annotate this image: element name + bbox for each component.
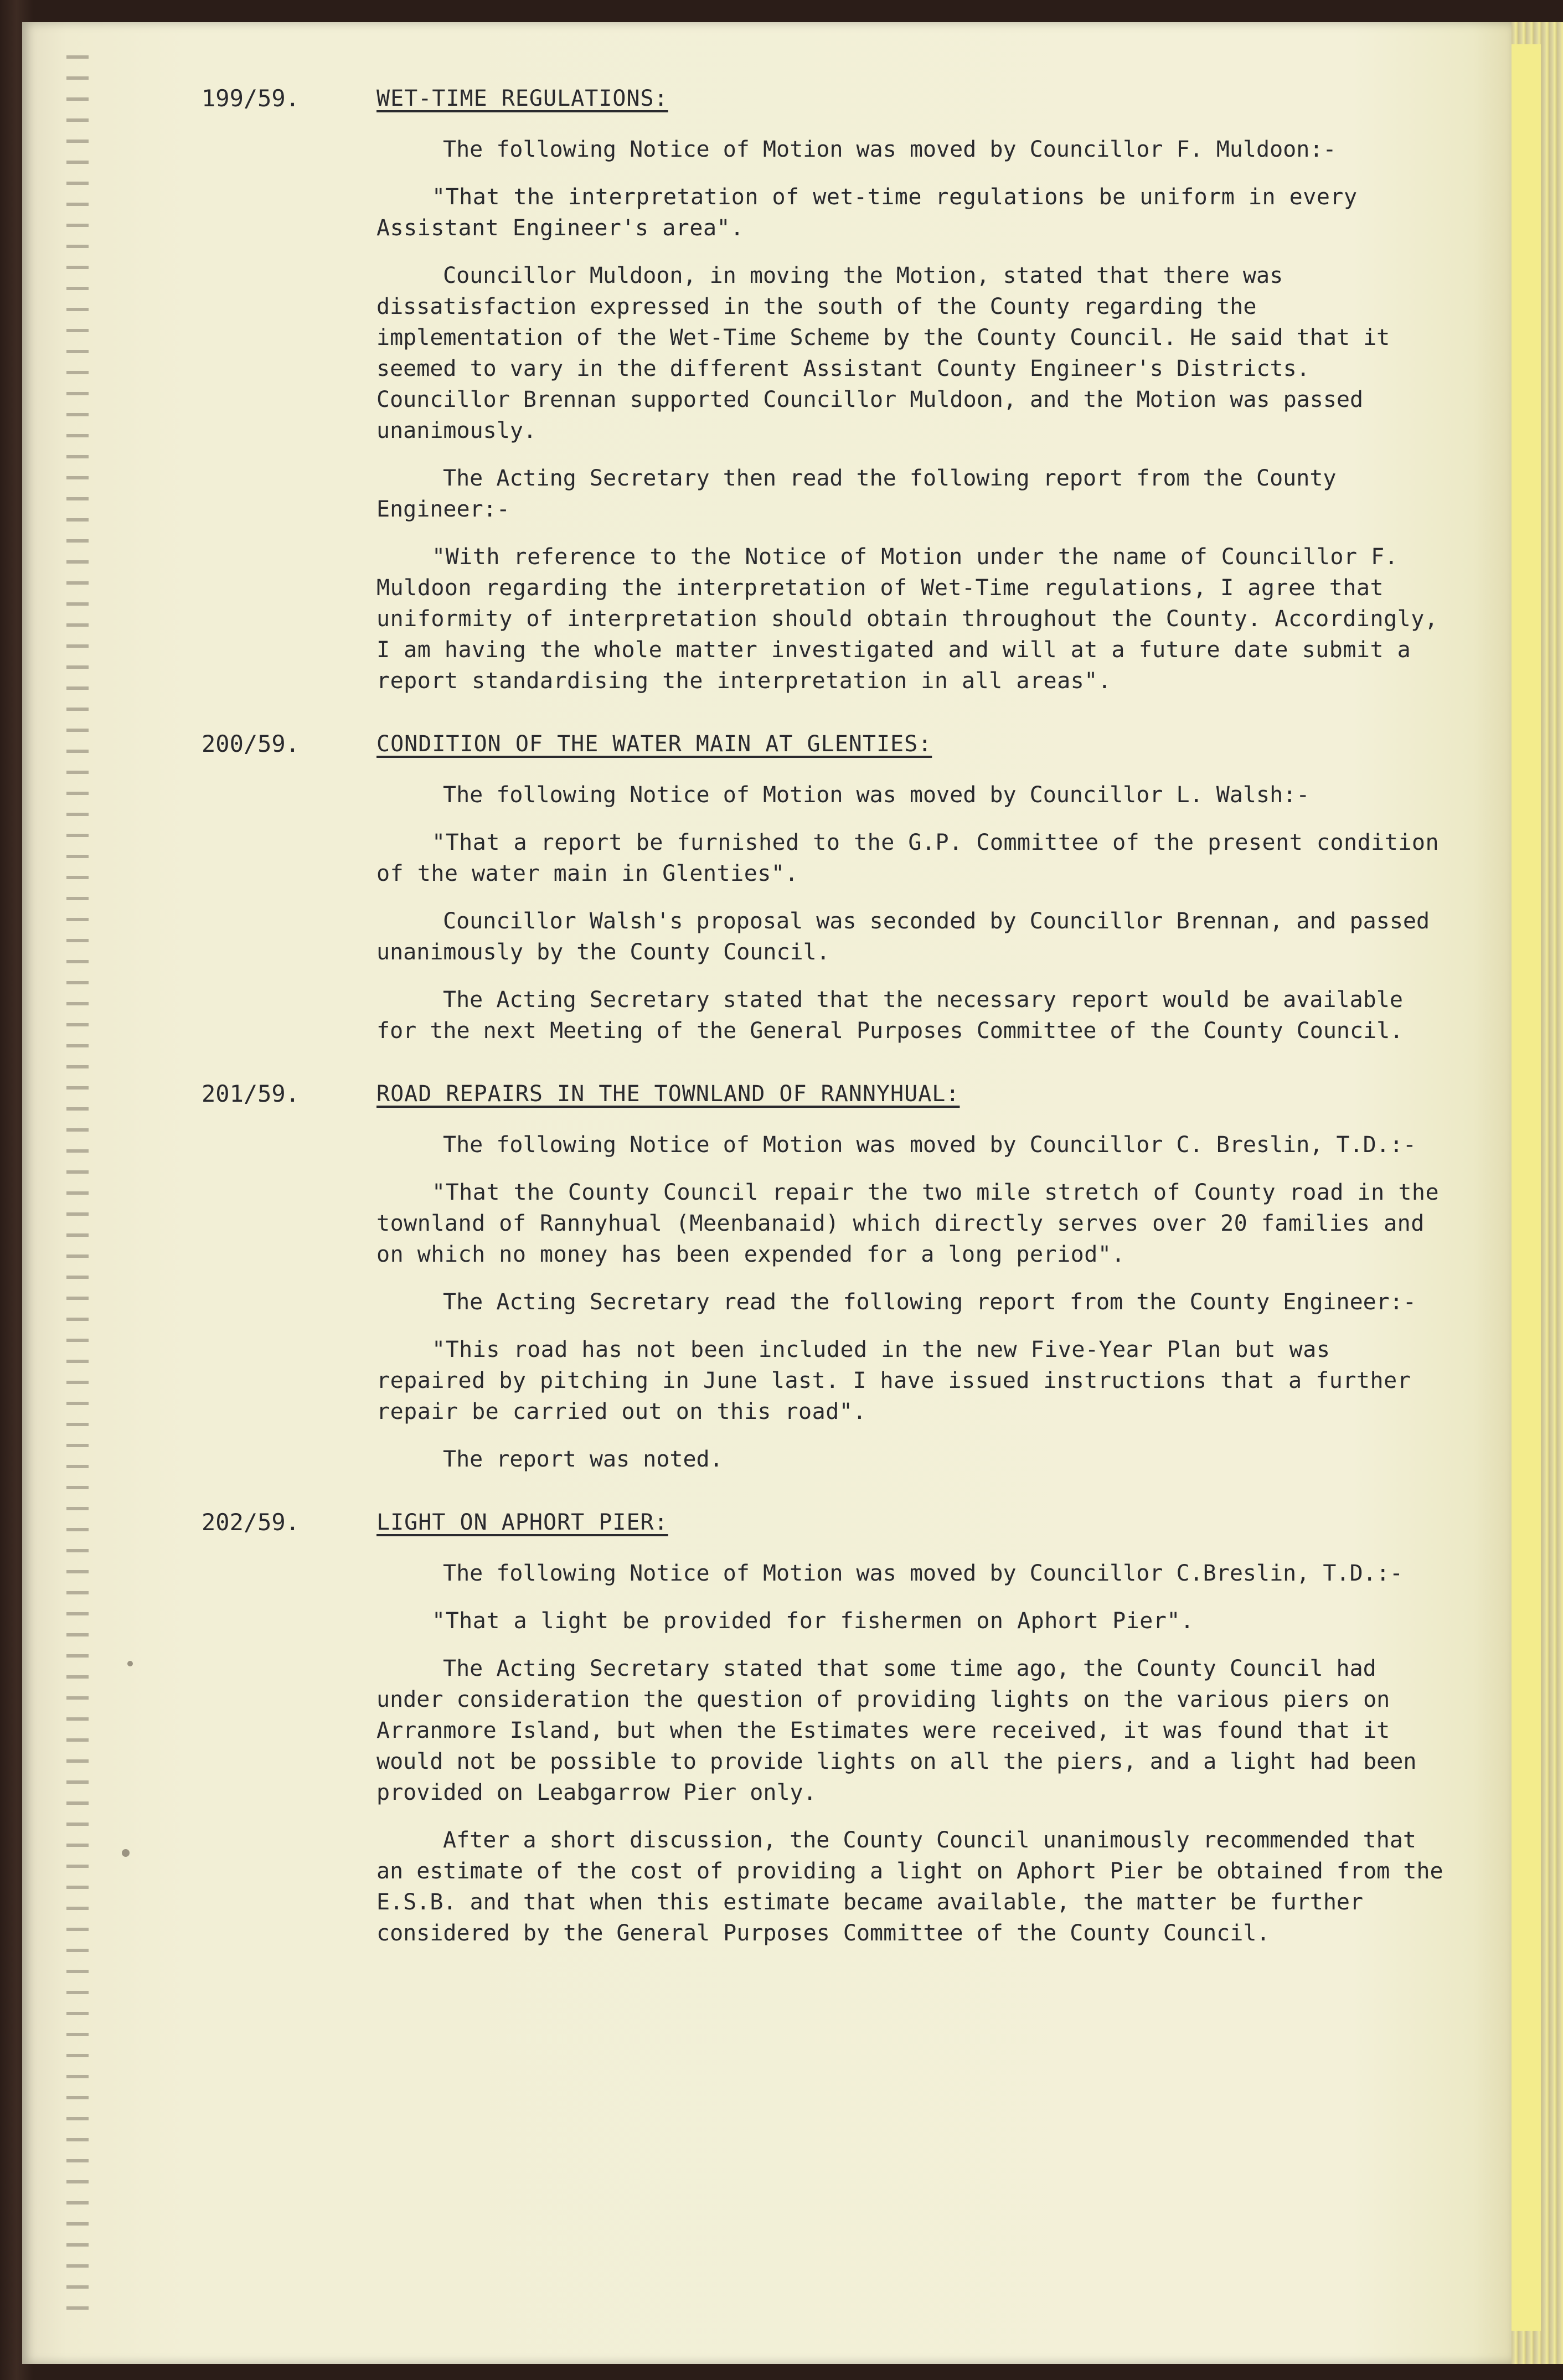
minute-number: 202/59. [202,1509,300,1536]
minute-paragraph: Councillor Walsh's proposal was seconded by Councillor Brennan, and passed unanimously by the County Council. [376,908,1430,965]
minute-title: ROAD REPAIRS IN THE TOWNLAND OF RANNYHUAL: [376,1081,960,1107]
minute-quote: "With reference to the Notice of Motion under the name of Councillor F. Muldoon regarding the interpretation of Wet-Time regulations, I agree that uniformity of interpretation should obtain throughout the County. Accordingly, I am having the whole matter investigated and will at a future date submit a report standardising the interpretation in all areas". [376,544,1438,694]
minute-paragraph: The following Notice of Motion was moved by Councillor F. Muldoon:- [443,137,1337,162]
minute-note: The report was noted. [443,1447,723,1472]
minute-quote: "That the interpretation of wet-time regulations be uniform in every Assistant Engineer's area". [376,184,1358,241]
minute-quote: "This road has not been included in the new Five-Year Plan but was repaired by pitching in June last. I have issued instructions that a further repair be carried out on this road". [376,1337,1411,1424]
minute-item [202,1078,1451,1475]
minute-number: 200/59. [202,730,300,757]
page-edge-highlight [1510,44,1541,2331]
minute-paragraph: The Acting Secretary stated that some time ago, the County Council had under consideration the question of providing lights on the various piers on Arranmore Island, but when the Estimates were received, it was found that it would not be possible to provide lights on all the piers, and a light had been provided on Leabgarrow Pier only. [376,1656,1417,1805]
minute-paragraph: The Acting Secretary read the following report from the County Engineer:- [443,1289,1416,1315]
minute-title: WET-TIME REGULATIONS: [376,86,668,111]
minute-paragraph: The following Notice of Motion was moved by Councillor C.Breslin, T.D.:- [443,1561,1403,1586]
minute-item [202,1507,1451,1949]
minute-quote: "That a report be furnished to the G.P. Committee of the present condition of the water main in Glenties". [376,830,1440,886]
minute-paragraph: The Acting Secretary then read the following report from the County Engineer:- [376,466,1337,522]
minute-title: CONDITION OF THE WATER MAIN AT GLENTIES: [376,731,932,757]
minute-item [202,83,1451,696]
minute-item [202,729,1451,1046]
minutes-body [202,83,1451,1981]
binding-holes [66,55,89,2325]
minute-quote: "That a light be provided for fishermen on Aphort Pier". [432,1608,1194,1634]
ink-speck [127,1661,133,1666]
minute-paragraph: After a short discussion, the County Council unanimously recommended that an estimate of the cost of providing a light on Aphort Pier be obtained from the E.S.B. and that when this estimate became available, the matter be further considered by the General Purposes Committee of the County Council. [376,1827,1443,1946]
minute-quote: "That the County Council repair the two mile stretch of County road in the townland of Rannyhual (Meenbanaid) which directly serves over 20 families and on which no money has been expended for a long period". [376,1180,1440,1267]
minute-number: 201/59. [202,1080,300,1107]
minute-number: 199/59. [202,85,300,112]
minute-paragraph: Councillor Muldoon, in moving the Motion, stated that there was dissatisfaction expressed in the south of the County regarding the implementation of the Wet-Time Scheme by the County Council. He said that it seemed to vary in the different Assistant County Engineer's Districts. Councillor Brennan supported Councillor Muldoon, and the Motion was passed unanimously. [376,263,1390,443]
minute-title: LIGHT ON APHORT PIER: [376,1510,668,1535]
minute-paragraph: The Acting Secretary stated that the necessary report would be available for the next Meeting of the General Purposes Committee of the County Council. [376,987,1404,1044]
minute-paragraph: The following Notice of Motion was moved by Councillor L. Walsh:- [443,782,1310,808]
minute-paragraph: The following Notice of Motion was moved by Councillor C. Breslin, T.D.:- [443,1132,1416,1158]
ink-speck [122,1849,130,1857]
